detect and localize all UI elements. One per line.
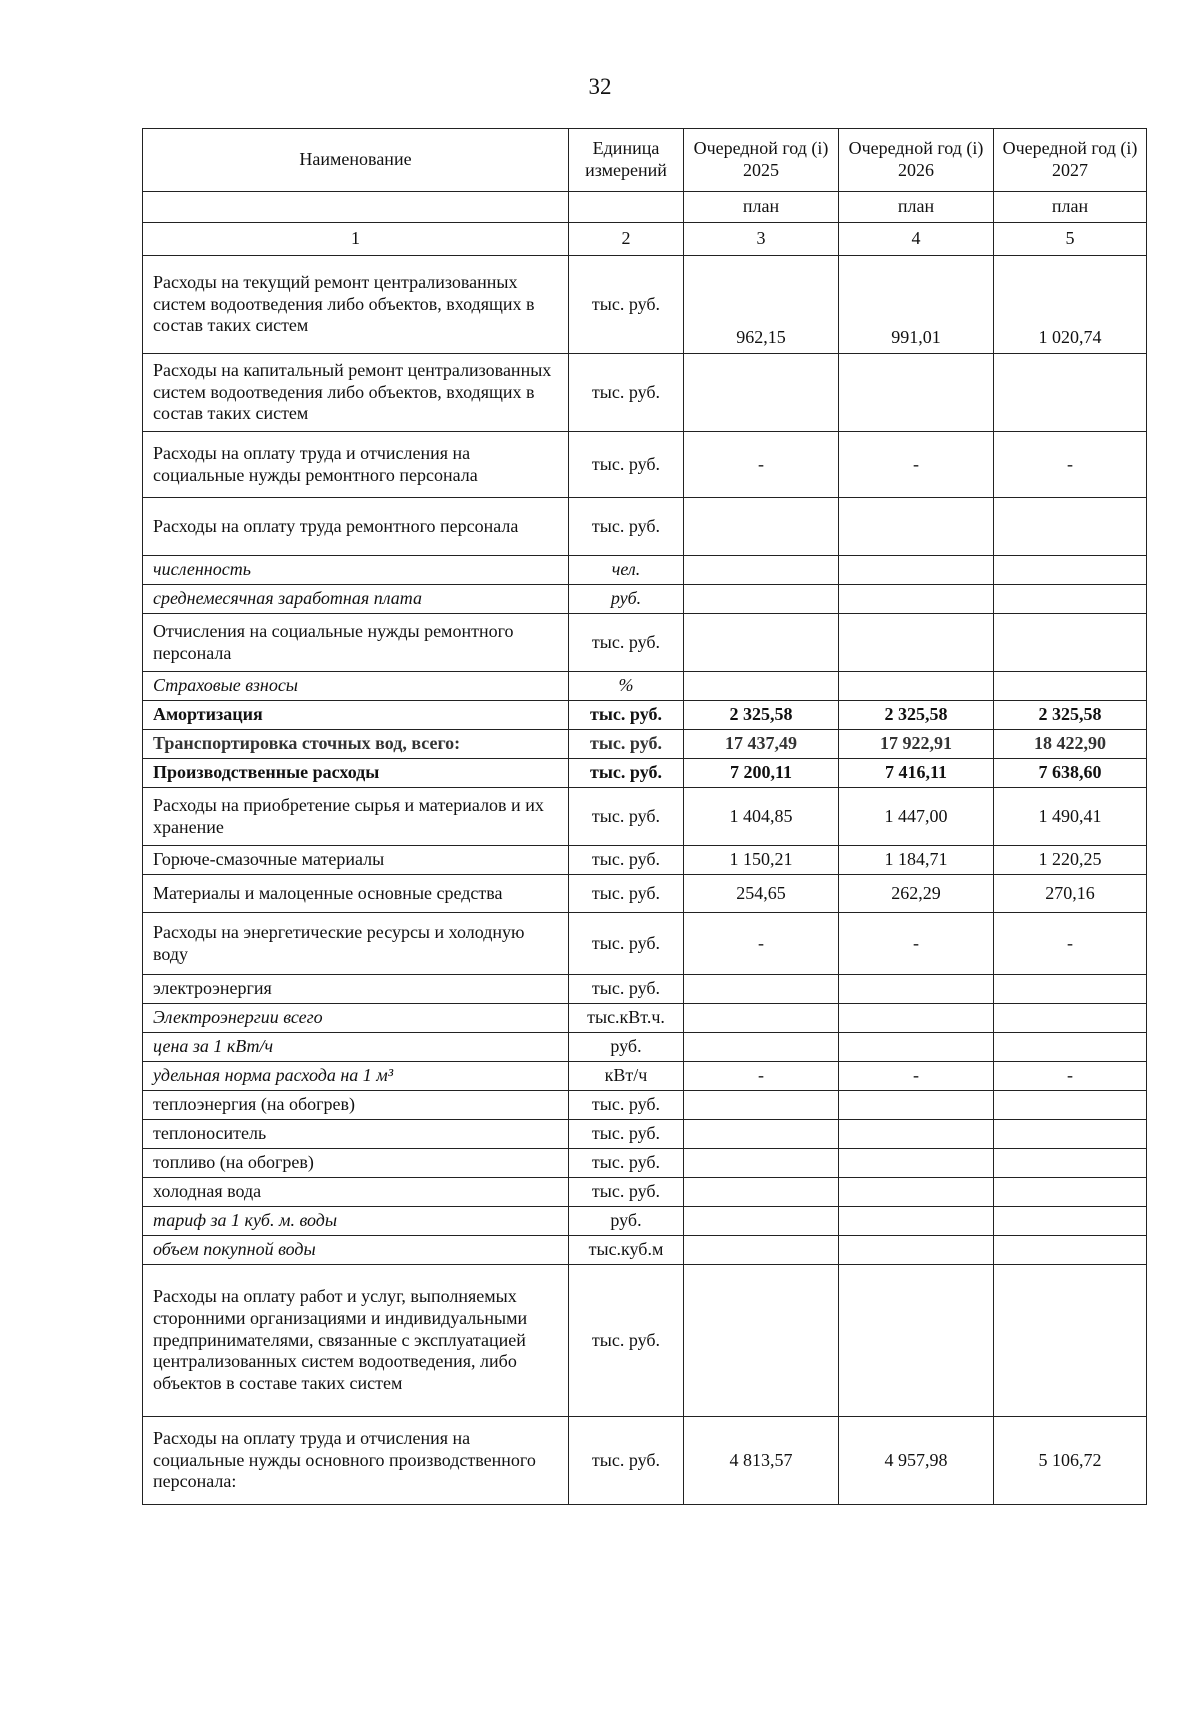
row-value-2027 <box>994 672 1147 701</box>
row-value-2025: 1 150,21 <box>684 846 839 875</box>
row-name: Электроэнергии всего <box>143 1004 569 1033</box>
table-row <box>143 1417 1147 1505</box>
row-name: цена за 1 кВт/ч <box>143 1033 569 1062</box>
row-value-2026: 17 922,91 <box>839 730 994 759</box>
table-row <box>143 256 1147 354</box>
table-row <box>143 701 1147 730</box>
row-unit: кВт/ч <box>569 1062 684 1091</box>
row-value-2026: 1 184,71 <box>839 846 994 875</box>
row-value-2027: - <box>994 913 1147 975</box>
row-value-2025 <box>684 614 839 672</box>
row-name: Горюче-смазочные материалы <box>143 846 569 875</box>
plan-empty-2 <box>569 192 684 223</box>
header-year-2027: Очередной год (i) 2027 <box>994 129 1147 192</box>
table-row <box>143 1265 1147 1417</box>
row-value-2027 <box>994 354 1147 432</box>
row-value-2026 <box>839 498 994 556</box>
row-value-2026 <box>839 1207 994 1236</box>
table-row <box>143 585 1147 614</box>
row-value-2027 <box>994 498 1147 556</box>
row-unit: тыс. руб. <box>569 1091 684 1120</box>
row-unit: тыс. руб. <box>569 1120 684 1149</box>
row-name: Расходы на капитальный ремонт централизованных систем водоотведения либо объектов, входящих в состав таких систем <box>143 354 569 432</box>
row-value-2026: 2 325,58 <box>839 701 994 730</box>
row-value-2027: 2 325,58 <box>994 701 1147 730</box>
row-name: теплоноситель <box>143 1120 569 1149</box>
plan-label-2025: план <box>684 192 839 223</box>
row-value-2025 <box>684 1265 839 1417</box>
row-value-2025: 254,65 <box>684 875 839 913</box>
row-value-2026: 991,01 <box>839 256 994 354</box>
plan-row <box>143 192 1147 223</box>
row-unit: тыс. руб. <box>569 975 684 1004</box>
table-row <box>143 1120 1147 1149</box>
row-value-2027 <box>994 1178 1147 1207</box>
row-value-2027 <box>994 556 1147 585</box>
row-value-2026: 4 957,98 <box>839 1417 994 1505</box>
row-value-2027 <box>994 1236 1147 1265</box>
row-value-2026 <box>839 672 994 701</box>
table-row <box>143 1004 1147 1033</box>
row-value-2026 <box>839 614 994 672</box>
row-unit: тыс. руб. <box>569 1265 684 1417</box>
table-row <box>143 556 1147 585</box>
row-name: удельная норма расхода на 1 м³ <box>143 1062 569 1091</box>
table-row <box>143 614 1147 672</box>
row-name: холодная вода <box>143 1178 569 1207</box>
column-number-row <box>143 223 1147 256</box>
column-number: 5 <box>994 223 1147 256</box>
row-name: среднемесячная заработная плата <box>143 585 569 614</box>
table-header-row <box>143 129 1147 192</box>
row-value-2025: 1 404,85 <box>684 788 839 846</box>
row-name: Транспортировка сточных вод, всего: <box>143 730 569 759</box>
row-value-2027 <box>994 1149 1147 1178</box>
row-unit: тыс. руб. <box>569 354 684 432</box>
table-row <box>143 354 1147 432</box>
table-row <box>143 788 1147 846</box>
row-unit: тыс. руб. <box>569 498 684 556</box>
row-name: Материалы и малоценные основные средства <box>143 875 569 913</box>
row-value-2025: 17 437,49 <box>684 730 839 759</box>
row-value-2025: 2 325,58 <box>684 701 839 730</box>
row-name: Расходы на приобретение сырья и материалов и их хранение <box>143 788 569 846</box>
table-row <box>143 759 1147 788</box>
row-unit: тыс. руб. <box>569 875 684 913</box>
table-row <box>143 846 1147 875</box>
row-value-2026 <box>839 1178 994 1207</box>
row-value-2025: 4 813,57 <box>684 1417 839 1505</box>
row-name: Расходы на текущий ремонт централизованных систем водоотведения либо объектов, входящих в состав таких систем <box>143 256 569 354</box>
row-value-2025 <box>684 672 839 701</box>
row-value-2025: 962,15 <box>684 256 839 354</box>
row-value-2026 <box>839 1236 994 1265</box>
table-row <box>143 1091 1147 1120</box>
row-name: объем покупной воды <box>143 1236 569 1265</box>
row-name: Амортизация <box>143 701 569 730</box>
column-number: 4 <box>839 223 994 256</box>
row-value-2026 <box>839 1265 994 1417</box>
row-unit: руб. <box>569 585 684 614</box>
row-value-2027 <box>994 1265 1147 1417</box>
row-value-2025 <box>684 1236 839 1265</box>
header-name: Наименование <box>143 129 569 192</box>
table-row <box>143 1149 1147 1178</box>
column-number: 1 <box>143 223 569 256</box>
budget-table <box>142 128 1147 1505</box>
row-value-2026 <box>839 1091 994 1120</box>
row-value-2027: 18 422,90 <box>994 730 1147 759</box>
row-value-2026: 262,29 <box>839 875 994 913</box>
row-value-2025: - <box>684 1062 839 1091</box>
row-value-2027 <box>994 614 1147 672</box>
row-unit: тыс. руб. <box>569 1178 684 1207</box>
row-name: тариф за 1 куб. м. воды <box>143 1207 569 1236</box>
row-name: Отчисления на социальные нужды ремонтного персонала <box>143 614 569 672</box>
row-unit: % <box>569 672 684 701</box>
plan-label-2026: план <box>839 192 994 223</box>
row-name: Расходы на оплату работ и услуг, выполняемых сторонними организациями и индивидуальными предпринимателями, связанные с эксплуатацией централизованных систем водоотведения, либо объектов в составе таких систем <box>143 1265 569 1417</box>
row-value-2027 <box>994 1120 1147 1149</box>
table-row <box>143 975 1147 1004</box>
row-unit: тыс. руб. <box>569 788 684 846</box>
row-value-2027: 1 220,25 <box>994 846 1147 875</box>
row-name: Производственные расходы <box>143 759 569 788</box>
row-unit: тыс. руб. <box>569 1417 684 1505</box>
row-value-2026 <box>839 975 994 1004</box>
table-row <box>143 913 1147 975</box>
row-value-2025 <box>684 1004 839 1033</box>
row-value-2027: 1 490,41 <box>994 788 1147 846</box>
row-value-2026: - <box>839 432 994 498</box>
row-value-2027: 1 020,74 <box>994 256 1147 354</box>
row-value-2025 <box>684 556 839 585</box>
row-name: Расходы на оплату труда ремонтного персонала <box>143 498 569 556</box>
table-row <box>143 1236 1147 1265</box>
row-value-2025 <box>684 1207 839 1236</box>
row-unit: тыс. руб. <box>569 701 684 730</box>
row-value-2026: - <box>839 1062 994 1091</box>
table-row <box>143 1062 1147 1091</box>
row-unit: чел. <box>569 556 684 585</box>
row-value-2026 <box>839 1033 994 1062</box>
row-value-2027: - <box>994 432 1147 498</box>
header-year-2026: Очередной год (i) 2026 <box>839 129 994 192</box>
row-value-2026 <box>839 556 994 585</box>
table-row <box>143 1033 1147 1062</box>
row-name: численность <box>143 556 569 585</box>
row-name: Страховые взносы <box>143 672 569 701</box>
row-value-2025 <box>684 1120 839 1149</box>
row-value-2026 <box>839 585 994 614</box>
row-value-2027 <box>994 1091 1147 1120</box>
table-row <box>143 498 1147 556</box>
row-value-2025 <box>684 1033 839 1062</box>
row-value-2025 <box>684 585 839 614</box>
row-name: электроэнергия <box>143 975 569 1004</box>
row-value-2027 <box>994 1207 1147 1236</box>
plan-empty-1 <box>143 192 569 223</box>
header-year-2025: Очередной год (i) 2025 <box>684 129 839 192</box>
row-value-2027 <box>994 585 1147 614</box>
column-number: 2 <box>569 223 684 256</box>
row-value-2025 <box>684 1149 839 1178</box>
row-value-2026 <box>839 1149 994 1178</box>
table-row <box>143 432 1147 498</box>
row-name: Расходы на оплату труда и отчисления на социальные нужды ремонтного персонала <box>143 432 569 498</box>
header-unit: Единица измерений <box>569 129 684 192</box>
row-unit: тыс.кВт.ч. <box>569 1004 684 1033</box>
row-value-2026: 7 416,11 <box>839 759 994 788</box>
column-number: 3 <box>684 223 839 256</box>
table-row <box>143 875 1147 913</box>
row-value-2025: - <box>684 913 839 975</box>
row-name: теплоэнергия (на обогрев) <box>143 1091 569 1120</box>
row-value-2026 <box>839 354 994 432</box>
row-value-2025 <box>684 1091 839 1120</box>
row-name: Расходы на оплату труда и отчисления на социальные нужды основного производственного персонала: <box>143 1417 569 1505</box>
row-value-2025 <box>684 1178 839 1207</box>
row-unit: тыс.куб.м <box>569 1236 684 1265</box>
row-unit: руб. <box>569 1207 684 1236</box>
row-value-2027: - <box>994 1062 1147 1091</box>
table-row <box>143 1178 1147 1207</box>
row-unit: тыс. руб. <box>569 432 684 498</box>
table-body <box>143 256 1147 1505</box>
row-value-2026: - <box>839 913 994 975</box>
row-value-2027: 270,16 <box>994 875 1147 913</box>
row-value-2026 <box>839 1120 994 1149</box>
row-unit: тыс. руб. <box>569 846 684 875</box>
row-unit: тыс. руб. <box>569 913 684 975</box>
row-name: Расходы на энергетические ресурсы и холодную воду <box>143 913 569 975</box>
row-value-2026 <box>839 1004 994 1033</box>
row-unit: тыс. руб. <box>569 759 684 788</box>
row-unit: тыс. руб. <box>569 1149 684 1178</box>
row-unit: тыс. руб. <box>569 256 684 354</box>
row-value-2025 <box>684 498 839 556</box>
row-value-2025: - <box>684 432 839 498</box>
row-value-2027: 5 106,72 <box>994 1417 1147 1505</box>
table-row <box>143 1207 1147 1236</box>
table-row <box>143 672 1147 701</box>
row-value-2025: 7 200,11 <box>684 759 839 788</box>
row-unit: руб. <box>569 1033 684 1062</box>
table-row <box>143 730 1147 759</box>
row-value-2025 <box>684 354 839 432</box>
row-value-2027 <box>994 975 1147 1004</box>
row-unit: тыс. руб. <box>569 730 684 759</box>
row-value-2027 <box>994 1033 1147 1062</box>
page-number: 32 <box>588 74 612 99</box>
row-value-2027 <box>994 1004 1147 1033</box>
row-value-2025 <box>684 975 839 1004</box>
row-unit: тыс. руб. <box>569 614 684 672</box>
plan-label-2027: план <box>994 192 1147 223</box>
row-name: топливо (на обогрев) <box>143 1149 569 1178</box>
row-value-2027: 7 638,60 <box>994 759 1147 788</box>
row-value-2026: 1 447,00 <box>839 788 994 846</box>
